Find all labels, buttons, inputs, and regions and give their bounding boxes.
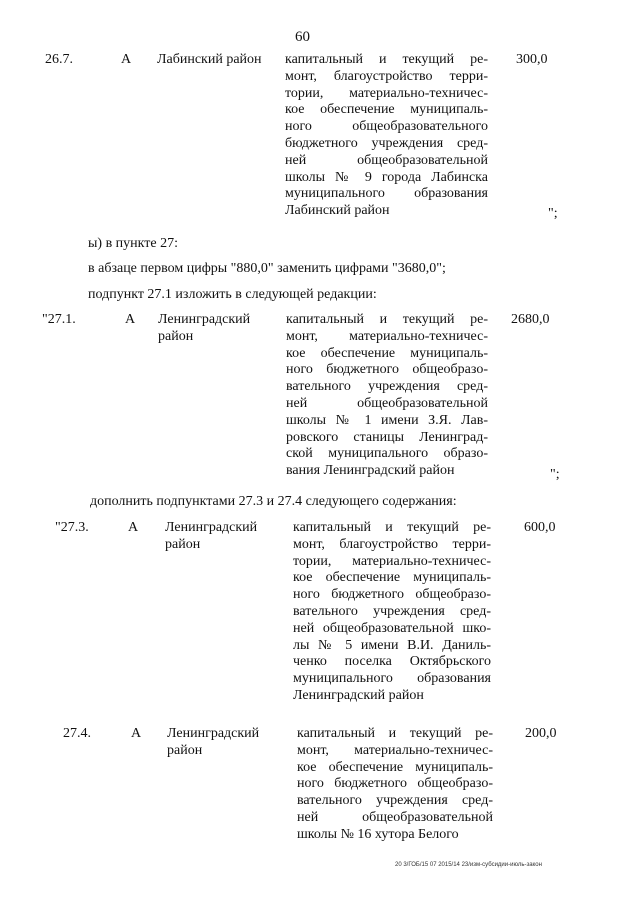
description-line: ного бюджетного общеобразо- <box>293 587 491 603</box>
amount: 600,0 <box>524 520 556 535</box>
description-line: Лабинский район <box>285 203 390 219</box>
description-line: ного бюджетного общеобразо- <box>297 776 493 792</box>
amount: 200,0 <box>525 726 557 741</box>
category-letter: А <box>128 520 139 535</box>
description-line: муниципального образования <box>293 671 491 687</box>
description-line: ного общеобразовательного <box>285 119 488 135</box>
paragraph-subitem-27-1: подпункт 27.1 изложить в следующей редакции: <box>88 287 377 302</box>
description-line: вательного учреждения сред- <box>297 793 493 809</box>
description <box>286 312 488 480</box>
description <box>297 726 493 844</box>
description-line: кое обеспечение муниципаль- <box>286 345 488 361</box>
description-line: школы № 16 хутора Белого <box>297 826 459 842</box>
paragraph-replace-figures: в абзаце первом цифры "880,0" заменить цифрами "3680,0"; <box>88 261 446 276</box>
closing-quote: "; <box>550 467 560 482</box>
closing-quote: "; <box>548 206 558 221</box>
description <box>293 520 491 705</box>
amount: 2680,0 <box>511 312 550 327</box>
paragraph-add-subitems: дополнить подпунктами 27.3 и 27.4 следующего содержания: <box>90 494 457 509</box>
item-number: 26.7. <box>45 52 73 67</box>
description-line: капитальный и текущий ре- <box>293 520 491 535</box>
description-line: ней общеобразовательной <box>285 152 488 168</box>
description-line: лы № 5 имени В.И. Даниль- <box>293 637 491 653</box>
item-number: "27.3. <box>55 520 89 535</box>
description-line: муниципального образования <box>285 186 488 202</box>
description <box>285 52 488 220</box>
document-footer: 20 3/ГОБ/15 07 2015/14 23/изм-субсидии-июль-закон <box>395 862 542 868</box>
description-line: школы № 1 имени З.Я. Лав- <box>286 412 488 428</box>
description-line: монт, благоустройство терри- <box>293 536 491 552</box>
description-line: Ленинградский район <box>293 687 424 703</box>
district-name: Ленинградский район <box>158 312 251 344</box>
description-line: монт, материально-техничес- <box>286 328 488 344</box>
description-line: ного бюджетного общеобразо- <box>286 362 488 378</box>
description-line: ней общеобразовательной <box>297 809 493 825</box>
description-line: кое обеспечение муниципаль- <box>293 570 491 586</box>
description-line: ской муниципального образо- <box>286 446 488 462</box>
description-line: капитальный и текущий ре- <box>285 52 488 67</box>
description-line: бюджетного учреждения сред- <box>285 135 488 151</box>
description-line: ней общеобразовательной <box>286 395 488 411</box>
description-line: кое обеспечение муниципаль- <box>285 102 488 118</box>
description-line: ровского станицы Ленинград- <box>286 429 488 445</box>
category-letter: А <box>121 52 132 67</box>
district-name: Ленинградский район <box>165 520 258 552</box>
description-line: капитальный и текущий ре- <box>286 312 488 327</box>
paragraph-item-y: ы) в пункте 27: <box>88 236 179 251</box>
description-line: вания Ленинградский район <box>286 463 455 479</box>
description-line: ченко поселка Октябрьского <box>293 654 491 670</box>
description-line: вательного учреждения сред- <box>286 379 488 395</box>
item-number: "27.1. <box>42 312 76 327</box>
description-line: тории, материально-техничес- <box>293 553 491 569</box>
description-line: тории, материально-техничес- <box>285 85 488 101</box>
amount: 300,0 <box>516 52 548 67</box>
item-number: 27.4. <box>63 726 91 741</box>
description-line: ней общеобразовательной шко- <box>293 620 491 636</box>
description-line: монт, благоустройство терри- <box>285 68 488 84</box>
description-line: капитальный и текущий ре- <box>297 726 493 741</box>
page-number: 60 <box>295 29 310 45</box>
description-line: монт, материально-техничес- <box>297 742 493 758</box>
description-line: вательного учреждения сред- <box>293 603 491 619</box>
description-line: школы № 9 города Лабинска <box>285 169 488 185</box>
category-letter: А <box>131 726 142 741</box>
category-letter: А <box>125 312 136 327</box>
description-line: кое обеспечение муниципаль- <box>297 759 493 775</box>
district-name: Лабинский район <box>157 52 262 67</box>
district-name: Ленинградский район <box>167 726 260 758</box>
